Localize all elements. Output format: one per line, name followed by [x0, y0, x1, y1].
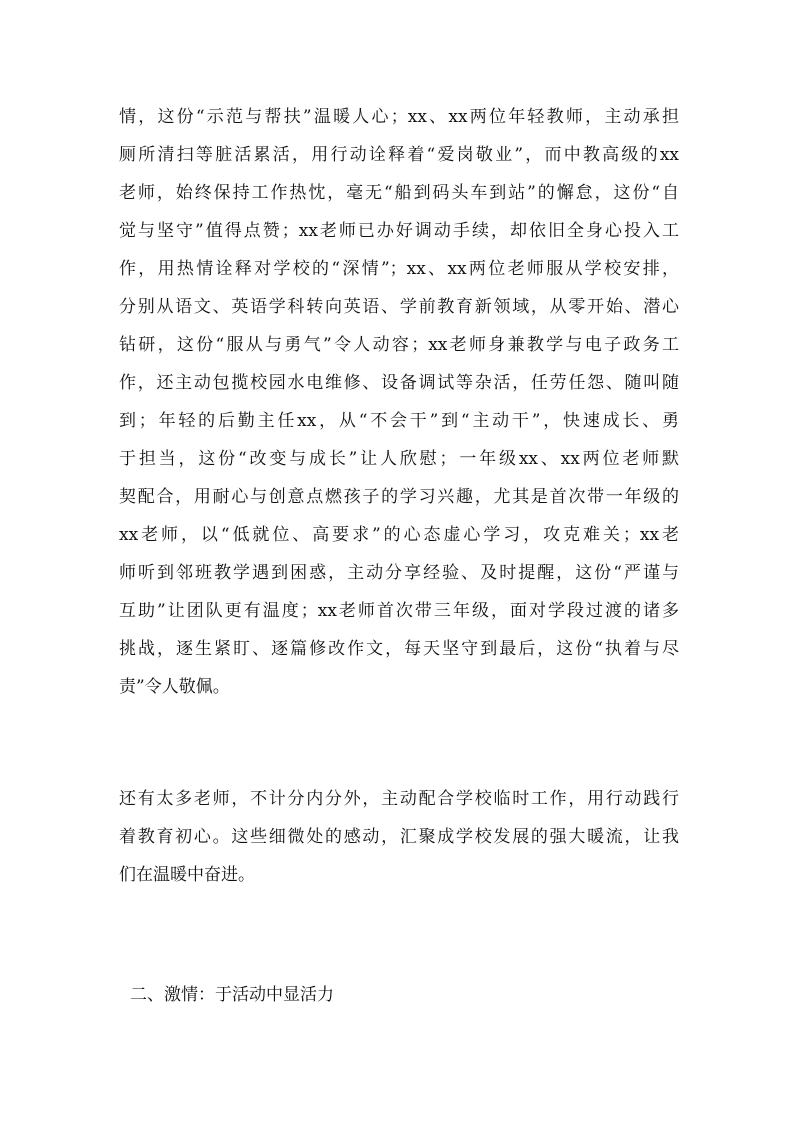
paragraph-line: 责”令人敬佩。 — [119, 677, 230, 697]
paragraph-line: 们在温暖中奋进。 — [119, 865, 255, 885]
paragraph-line: 情，这份“示范与帮扶”温暖人心；xx、xx两位年轻教师，主动承担 — [119, 107, 679, 127]
paragraph-line: 契配合，用耐心与创意点燃孩子的学习兴趣，尤其是首次带一年级的 — [119, 487, 679, 507]
paragraph-line: 挑战，逐生紧盯、逐篇修改作文，每天坚守到最后，这份“执着与尽 — [119, 639, 679, 659]
section-heading: 二、激情：于活动中显活力 — [130, 985, 334, 1005]
paragraph-line: 钻研，这份“服从与勇气”令人动容；xx老师身兼教学与电子政务工 — [119, 335, 679, 355]
paragraph-line: 分别从语文、英语学科转向英语、学前教育新领域，从零开始、潜心 — [119, 297, 679, 317]
paragraph-line: 觉与坚守”值得点赞；xx老师已办好调动手续，却依旧全身心投入工 — [119, 221, 679, 241]
paragraph-line: 到；年轻的后勤主任xx，从“不会干”到“主动干”，快速成长、勇 — [119, 411, 679, 431]
paragraph-line: 师听到邻班教学遇到困惑，主动分享经验、及时提醒，这份“严谨与 — [119, 563, 679, 583]
paragraph-line: 作，还主动包揽校园水电维修、设备调试等杂活，任劳任怨、随叫随 — [119, 373, 679, 393]
paragraph-line: 还有太多老师，不计分内分外，主动配合学校临时工作，用行动践行 — [119, 789, 679, 809]
paragraph-line: 于担当，这份“改变与成长”让人欣慰；一年级xx、xx两位老师默 — [119, 449, 679, 469]
paragraph-line: 老师，始终保持工作热忱，毫无“船到码头车到站”的懈怠，这份“自 — [119, 183, 679, 203]
paragraph-line: 互助”让团队更有温度；xx老师首次带三年级，面对学段过渡的诸多 — [119, 601, 679, 621]
paragraph-line: 着教育初心。这些细微处的感动，汇聚成学校发展的强大暖流，让我 — [119, 827, 679, 847]
paragraph-line: 厕所清扫等脏活累活，用行动诠释着“爱岗敬业”，而中教高级的xx — [119, 145, 679, 165]
paragraph-line: xx老师，以“低就位、高要求”的心态虚心学习，攻克难关；xx老 — [119, 525, 679, 545]
paragraph-line: 作，用热情诠释对学校的“深情”；xx、xx两位老师服从学校安排， — [119, 259, 679, 279]
